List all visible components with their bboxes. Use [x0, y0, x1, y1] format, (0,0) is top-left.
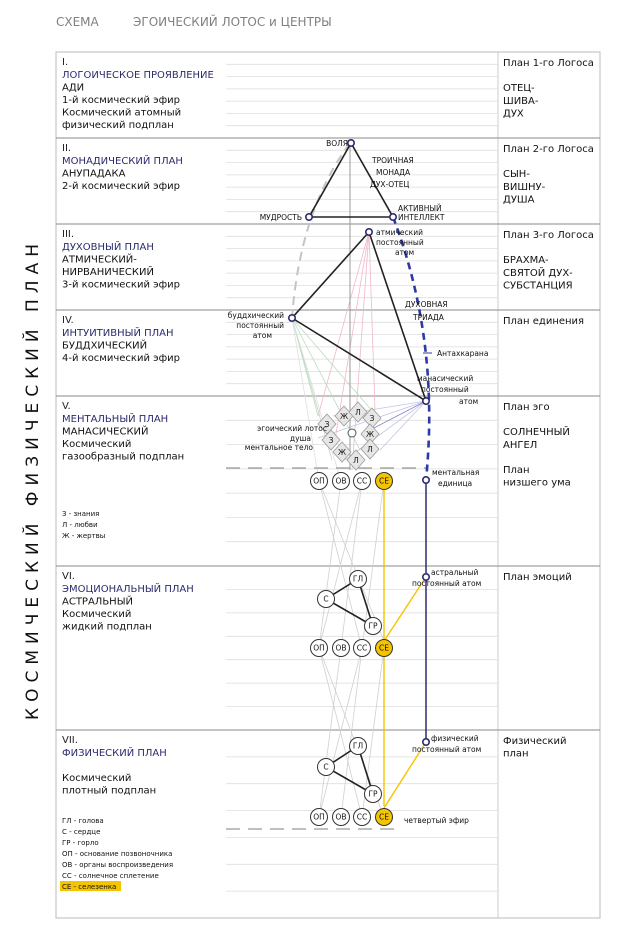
plane-line: МАНАСИЧЕСКИЙ — [62, 426, 149, 438]
center-ОВ-label: ОВ — [335, 476, 347, 486]
center-head-label: ГЛ — [352, 574, 364, 584]
legend-center-1: ГЛ - голова — [62, 817, 104, 825]
petal-letter: З — [324, 420, 330, 429]
label-buddhic-2: постоянный — [236, 321, 284, 330]
lotus-petal — [361, 439, 379, 459]
label-astral-1: астральный — [431, 568, 479, 577]
egoic-lotus — [318, 402, 381, 470]
plane-line: плотный подплан — [62, 785, 157, 797]
label-physical-2: постоянный атом — [412, 745, 482, 754]
connection-line — [369, 232, 375, 410]
center-СС — [354, 473, 371, 490]
legend-center-5: ОВ - органы воспроизведения — [62, 861, 174, 869]
label-mental-unit-2: единица — [438, 479, 473, 488]
center-throat-label: ГР — [368, 621, 378, 631]
plane-right-text: ДУХ — [503, 108, 524, 120]
label-manasic-1: манасический — [417, 374, 474, 383]
center-ОВ — [333, 640, 350, 657]
buddhic-atom — [289, 315, 295, 321]
label-lotus-1: эгоический лотос — [257, 424, 327, 433]
plane-right-text: план — [503, 748, 529, 760]
plane-right-text: План 2-го Логоса — [503, 144, 594, 155]
mental-unit — [423, 477, 429, 483]
label-buddhic-3: атом — [252, 331, 272, 340]
center-СС — [354, 640, 371, 657]
label-mental-unit-1: ментальная — [432, 468, 480, 477]
plane-line: АДИ — [62, 82, 85, 94]
plane-right-text: СОЛНЕЧНЫЙ — [503, 427, 570, 439]
label-manasic-3: атом — [459, 397, 479, 406]
atmic-atom — [366, 229, 372, 235]
center-ОВ-label: ОВ — [335, 643, 347, 653]
plane-right-text: ШИВА- — [503, 95, 539, 107]
legend-lotus-2: Л - любви — [62, 521, 98, 529]
label-active-1: АКТИВНЫЙ — [398, 204, 442, 213]
center-throat-label: ГР — [368, 789, 378, 799]
connection-line — [341, 481, 362, 648]
plane-line: АНУПАДАКА — [62, 168, 126, 180]
plane-name: ФИЗИЧЕСКИЙ ПЛАН — [62, 748, 167, 759]
plane-right-text: низшего ума — [503, 477, 571, 489]
plane-right-text: ВИШНУ- — [503, 181, 546, 193]
plane-labels — [62, 57, 214, 797]
center-СЕ-label: СЕ — [379, 476, 389, 486]
plane-right-text: План эго — [503, 402, 550, 413]
center-ОП — [311, 809, 328, 826]
petal-letter: Ж — [339, 412, 349, 421]
plane-line: АТМИЧЕСКИЙ- — [62, 254, 137, 266]
plane-number: VI. — [62, 571, 75, 582]
plane-line: физический подплан — [62, 120, 174, 131]
plane-line: БУДДХИЧЕСКИЙ — [62, 340, 148, 352]
plane-number: V. — [62, 401, 71, 412]
center-СЕ — [376, 809, 393, 826]
center-СС-label: СС — [356, 643, 368, 653]
plane-right-text: СУБСТАНЦИЯ — [503, 280, 573, 292]
vertical-title: КОСМИЧЕСКИЙ ФИЗИЧЕСКИЙ ПЛАН — [23, 238, 43, 720]
plane-right-text: ОТЕЦ- — [503, 83, 535, 95]
center-СЕ — [376, 473, 393, 490]
legend-center-3: ГР - горло — [62, 839, 99, 847]
label-atmic-2: постоянный — [376, 238, 424, 247]
center-СЕ-label: СЕ — [379, 643, 389, 653]
plane-right-text: План 1-го Логоса — [503, 58, 594, 69]
plane-number: II. — [62, 143, 72, 154]
label-triad-2: ТРИАДА — [413, 313, 444, 322]
will-atom — [348, 140, 354, 146]
petal-letter: Л — [367, 445, 373, 454]
plane-name: ИНТУИТИВНЫЙ ПЛАН — [62, 328, 174, 339]
plane-line: АСТРАЛЬНЫЙ — [62, 596, 134, 608]
plane-right-text: План — [503, 465, 530, 476]
label-fourth-ether: четвертый эфир — [404, 816, 469, 825]
plane-line: НИРВАНИЧЕСКИЙ — [62, 267, 154, 278]
connection-lines — [289, 232, 426, 817]
center-СЕ — [376, 640, 393, 657]
center-throat — [365, 786, 382, 803]
petal-letter: Ж — [337, 448, 347, 457]
label-buddhic-1: буддхический — [227, 311, 284, 320]
center-ОП-label: ОП — [313, 643, 325, 653]
label-atmic-3: атом — [395, 248, 415, 257]
label-active-2: ИНТЕЛЛЕКТ — [398, 213, 445, 222]
center-heart — [318, 591, 335, 608]
header-label: СХЕМА — [56, 15, 99, 29]
plane-right-text: Физический — [503, 736, 567, 747]
plane-name: ЭМОЦИОНАЛЬНЫЙ ПЛАН — [62, 584, 194, 595]
plane-line: Космический атомный — [62, 107, 182, 119]
plane-line: Космический — [62, 609, 132, 620]
header-title: ЭГОИЧЕСКИЙ ЛОТОС и ЦЕНТРЫ — [133, 15, 332, 29]
center-ОП — [311, 473, 328, 490]
center-heart-label: С — [323, 762, 329, 772]
center-СС-label: СС — [356, 476, 368, 486]
center-СС — [354, 809, 371, 826]
label-monad-3: ДУХ-ОТЕЦ — [370, 180, 410, 189]
label-lotus-2: душа — [289, 434, 311, 443]
center-ОП-label: ОП — [313, 812, 325, 822]
label-astral-2: постоянный атом — [412, 579, 482, 588]
legend-center-6: СС - солнечное сплетение — [62, 872, 159, 880]
label-physical-1: физический — [431, 734, 479, 743]
label-monad-2: МОНАДА — [376, 168, 411, 177]
center-ОВ — [333, 809, 350, 826]
center-ОП — [311, 640, 328, 657]
plane-number: III. — [62, 229, 75, 240]
label-atmic-1: атмический — [376, 228, 423, 237]
plane-line: 3-й космический эфир — [62, 279, 181, 291]
lotus-center — [348, 429, 356, 437]
label-wisdom: МУДРОСТЬ — [259, 213, 302, 222]
connection-line — [380, 401, 426, 450]
label-triad-1: ДУХОВНАЯ — [405, 300, 448, 309]
legend-center-2: С - сердце — [62, 828, 101, 836]
plane-right-text: ДУША — [503, 194, 535, 206]
grey-dashed-arc — [292, 143, 350, 318]
center-ОВ — [333, 473, 350, 490]
center-head — [350, 571, 367, 588]
intellect-atom — [390, 214, 396, 220]
plane-right-text: План 3-го Логоса — [503, 230, 594, 241]
plane-name: МОНАДИЧЕСКИЙ ПЛАН — [62, 156, 183, 167]
connection-line — [319, 648, 341, 817]
plane-right-text: СЫН- — [503, 169, 530, 181]
label-manasic-2: постоянный — [421, 385, 469, 394]
legend-center-4: ОП - основание позвоночника — [62, 850, 173, 858]
plane-line: 2-й космический эфир — [62, 181, 181, 192]
connection-line — [341, 648, 362, 817]
centers — [311, 473, 393, 826]
plane-line: газообразный подплан — [62, 451, 185, 463]
legend-lotus-3: Ж - жертвы — [62, 532, 106, 540]
connection-line — [319, 481, 341, 648]
center-head-label: ГЛ — [352, 741, 364, 751]
center-heart-label: С — [323, 594, 329, 604]
plane-number: I. — [62, 57, 69, 68]
plane-line: жидкий подплан — [62, 621, 152, 633]
manasic-atom — [423, 398, 429, 404]
center-head — [350, 738, 367, 755]
plane-line: Космический — [62, 439, 132, 450]
plane-right-text: БРАХМА- — [503, 255, 549, 267]
label-monad-1: ТРОИЧНАЯ — [372, 156, 414, 165]
petal-letter: З — [369, 414, 375, 423]
center-ОП-label: ОП — [313, 476, 325, 486]
plane-right-text: СВЯТОЙ ДУХ- — [503, 267, 573, 279]
plane-line: 1-й космический эфир — [62, 95, 181, 106]
plane-name: ЛОГОИЧЕСКОЕ ПРОЯВЛЕНИЕ — [62, 70, 214, 81]
center-СЕ-label: СЕ — [379, 812, 389, 822]
plane-number: VII. — [62, 735, 78, 746]
plane-right-text: План эмоций — [503, 572, 572, 583]
plane-right-text: АНГЕЛ — [503, 439, 538, 451]
center-heart — [318, 759, 335, 776]
center-СС-label: СС — [356, 812, 368, 822]
plane-right-text: План единения — [503, 316, 585, 327]
connection-line — [319, 481, 384, 641]
plane-name: ДУХОВНЫЙ ПЛАН — [62, 242, 154, 253]
plane-line: Космический — [62, 773, 132, 784]
plane-name: МЕНТАЛЬНЫЙ ПЛАН — [62, 414, 169, 425]
legend-lotus-1: З - знания — [62, 510, 100, 518]
plane-line: 4-й космический эфир — [62, 353, 181, 364]
right-column-labels — [503, 58, 594, 760]
center-throat — [365, 618, 382, 635]
label-antahkarana: Антахкарана — [437, 349, 489, 358]
center-ОВ-label: ОВ — [335, 812, 347, 822]
petal-letter: Ж — [365, 430, 375, 439]
petal-letter: З — [328, 436, 334, 445]
legend-center-7: СЕ - селезенка — [62, 883, 117, 891]
wisdom-atom — [306, 214, 312, 220]
petal-letter: Л — [353, 456, 359, 465]
label-lotus-3: ментальное тело — [244, 443, 313, 452]
label-will: ВОЛЯ — [326, 139, 348, 148]
plane-number: IV. — [62, 315, 74, 326]
petal-letter: Л — [355, 408, 361, 417]
